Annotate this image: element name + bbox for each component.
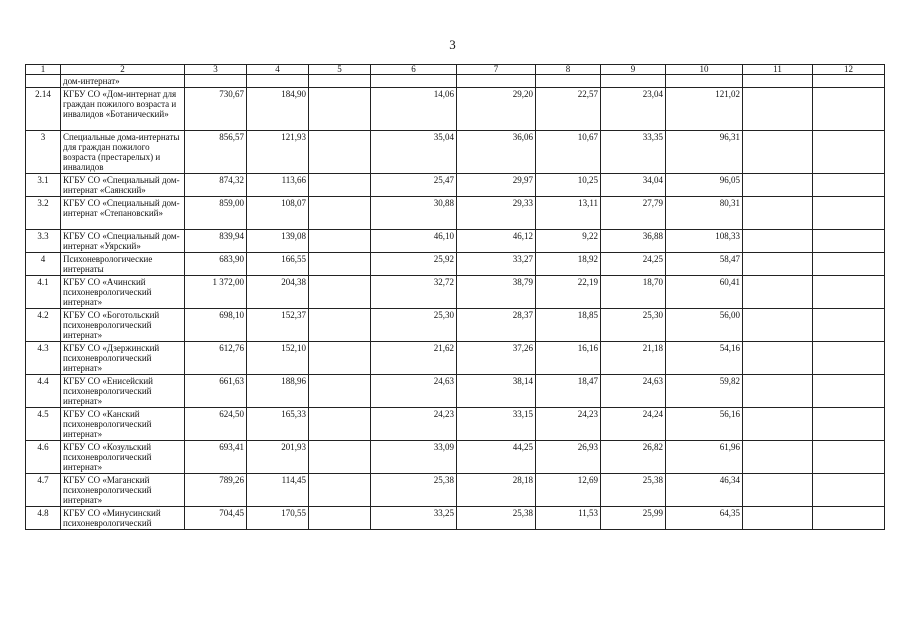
column-header: 7	[457, 65, 536, 75]
value-cell	[813, 441, 885, 474]
value-cell: 80,31	[666, 197, 743, 230]
value-cell	[813, 276, 885, 309]
value-cell	[743, 174, 813, 197]
table-row	[26, 88, 885, 131]
value-cell: 204,38	[247, 276, 309, 309]
value-cell: 25,92	[371, 253, 457, 276]
value-cell: 21,18	[601, 342, 666, 375]
table-row	[26, 507, 885, 530]
row-number-cell: 3.1	[26, 174, 61, 197]
value-cell: 25,38	[371, 474, 457, 507]
column-header: 10	[666, 65, 743, 75]
value-cell: 64,35	[666, 507, 743, 530]
value-cell: 25,99	[601, 507, 666, 530]
row-number-cell: 4.3	[26, 342, 61, 375]
value-cell	[666, 75, 743, 88]
value-cell: 35,04	[371, 131, 457, 174]
value-cell: 46,12	[457, 230, 536, 253]
value-cell: 22,57	[536, 88, 601, 131]
value-cell: 170,55	[247, 507, 309, 530]
value-cell: 37,26	[457, 342, 536, 375]
value-cell	[813, 230, 885, 253]
column-header: 6	[371, 65, 457, 75]
value-cell: 24,23	[371, 408, 457, 441]
table-row	[26, 474, 885, 507]
value-cell: 624,50	[185, 408, 247, 441]
value-cell	[743, 474, 813, 507]
value-cell: 18,47	[536, 375, 601, 408]
value-cell	[309, 507, 371, 530]
row-number-cell: 3	[26, 131, 61, 174]
value-cell	[743, 230, 813, 253]
value-cell: 18,92	[536, 253, 601, 276]
row-number-cell: 3.3	[26, 230, 61, 253]
value-cell: 188,96	[247, 375, 309, 408]
value-cell: 730,67	[185, 88, 247, 131]
value-cell	[309, 75, 371, 88]
value-cell	[813, 342, 885, 375]
value-cell	[247, 75, 309, 88]
column-header: 4	[247, 65, 309, 75]
value-cell	[743, 507, 813, 530]
table-row	[26, 408, 885, 441]
column-header: 2	[61, 65, 185, 75]
value-cell	[813, 253, 885, 276]
value-cell: 789,26	[185, 474, 247, 507]
value-cell: 108,33	[666, 230, 743, 253]
value-cell	[743, 131, 813, 174]
institution-name-cell: Психоневрологические интернаты	[61, 253, 185, 276]
value-cell: 23,04	[601, 88, 666, 131]
value-cell	[743, 342, 813, 375]
value-cell	[813, 131, 885, 174]
value-cell	[309, 309, 371, 342]
value-cell: 704,45	[185, 507, 247, 530]
value-cell: 24,24	[601, 408, 666, 441]
value-cell	[813, 507, 885, 530]
institution-name-cell: КГБУ СО «Канский психоневрологический интернат»	[61, 408, 185, 441]
value-cell: 21,62	[371, 342, 457, 375]
table-row	[26, 342, 885, 375]
value-cell: 33,35	[601, 131, 666, 174]
value-cell	[743, 408, 813, 441]
value-cell: 13,11	[536, 197, 601, 230]
value-cell: 152,37	[247, 309, 309, 342]
row-number-cell: 2.14	[26, 88, 61, 131]
value-cell: 61,96	[666, 441, 743, 474]
value-cell	[813, 174, 885, 197]
value-cell: 44,25	[457, 441, 536, 474]
institution-name-cell: КГБУ СО «Козульский психоневрологический интернат»	[61, 441, 185, 474]
row-number-cell: 3.2	[26, 197, 61, 230]
value-cell: 46,34	[666, 474, 743, 507]
table-row	[26, 441, 885, 474]
table-row	[26, 174, 885, 197]
value-cell: 36,88	[601, 230, 666, 253]
institution-name-cell: КГБУ СО «Специальный дом-интернат «Уярский»	[61, 230, 185, 253]
table-row	[26, 375, 885, 408]
table-row	[26, 75, 885, 88]
value-cell	[309, 88, 371, 131]
row-number-cell: 4.5	[26, 408, 61, 441]
row-number-cell: 4.6	[26, 441, 61, 474]
value-cell	[813, 309, 885, 342]
value-cell: 18,70	[601, 276, 666, 309]
value-cell	[743, 309, 813, 342]
value-cell: 29,20	[457, 88, 536, 131]
value-cell: 24,23	[536, 408, 601, 441]
value-cell: 25,47	[371, 174, 457, 197]
value-cell: 28,18	[457, 474, 536, 507]
value-cell: 33,15	[457, 408, 536, 441]
value-cell: 27,79	[601, 197, 666, 230]
value-cell: 108,07	[247, 197, 309, 230]
value-cell	[185, 75, 247, 88]
value-cell: 201,93	[247, 441, 309, 474]
column-header: 3	[185, 65, 247, 75]
value-cell: 693,41	[185, 441, 247, 474]
value-cell: 26,82	[601, 441, 666, 474]
value-cell	[743, 375, 813, 408]
value-cell: 16,16	[536, 342, 601, 375]
value-cell: 24,63	[601, 375, 666, 408]
value-cell	[743, 197, 813, 230]
value-cell	[813, 75, 885, 88]
value-cell	[813, 375, 885, 408]
value-cell	[309, 375, 371, 408]
value-cell: 9,22	[536, 230, 601, 253]
value-cell	[743, 441, 813, 474]
value-cell	[743, 88, 813, 131]
value-cell: 166,55	[247, 253, 309, 276]
value-cell: 839,94	[185, 230, 247, 253]
value-cell: 26,93	[536, 441, 601, 474]
value-cell: 60,41	[666, 276, 743, 309]
value-cell: 32,72	[371, 276, 457, 309]
value-cell: 10,25	[536, 174, 601, 197]
value-cell: 25,30	[601, 309, 666, 342]
column-header: 11	[743, 65, 813, 75]
value-cell	[309, 174, 371, 197]
value-cell: 29,33	[457, 197, 536, 230]
value-cell: 25,38	[601, 474, 666, 507]
value-cell: 56,00	[666, 309, 743, 342]
value-cell	[309, 342, 371, 375]
value-cell: 114,45	[247, 474, 309, 507]
value-cell: 12,69	[536, 474, 601, 507]
value-cell	[813, 408, 885, 441]
value-cell	[813, 474, 885, 507]
institution-name-cell: КГБУ СО «Маганский психоневрологический интернат»	[61, 474, 185, 507]
data-table	[25, 64, 885, 530]
value-cell	[309, 408, 371, 441]
page-number: 3	[449, 37, 456, 52]
value-cell: 96,31	[666, 131, 743, 174]
value-cell	[309, 230, 371, 253]
value-cell: 856,57	[185, 131, 247, 174]
value-cell: 165,33	[247, 408, 309, 441]
value-cell: 33,25	[371, 507, 457, 530]
value-cell	[309, 253, 371, 276]
value-cell: 698,10	[185, 309, 247, 342]
value-cell: 34,04	[601, 174, 666, 197]
value-cell: 612,76	[185, 342, 247, 375]
value-cell	[743, 276, 813, 309]
value-cell	[309, 197, 371, 230]
institution-name-cell: дом-интернат»	[61, 75, 185, 88]
value-cell: 58,47	[666, 253, 743, 276]
value-cell: 36,06	[457, 131, 536, 174]
value-cell	[743, 253, 813, 276]
value-cell	[536, 75, 601, 88]
value-cell	[743, 75, 813, 88]
value-cell: 33,27	[457, 253, 536, 276]
institution-name-cell: КГБУ СО «Боготольский психоневрологический интернат»	[61, 309, 185, 342]
institution-name-cell: КГБУ СО «Ачинский психоневрологический интернат»	[61, 276, 185, 309]
value-cell: 59,82	[666, 375, 743, 408]
value-cell: 11,53	[536, 507, 601, 530]
institution-name-cell: КГБУ СО «Дом-интернат для граждан пожилого возраста и инвалидов «Ботанический»	[61, 88, 185, 131]
row-number-cell: 4.4	[26, 375, 61, 408]
value-cell: 859,00	[185, 197, 247, 230]
row-number-cell: 4.8	[26, 507, 61, 530]
value-cell	[309, 276, 371, 309]
column-header: 8	[536, 65, 601, 75]
value-cell: 33,09	[371, 441, 457, 474]
column-header: 12	[813, 65, 885, 75]
value-cell	[371, 75, 457, 88]
row-number-cell: 4	[26, 253, 61, 276]
value-cell: 10,67	[536, 131, 601, 174]
value-cell: 683,90	[185, 253, 247, 276]
row-number-cell: 4.7	[26, 474, 61, 507]
table-row	[26, 309, 885, 342]
value-cell: 113,66	[247, 174, 309, 197]
column-header: 1	[26, 65, 61, 75]
value-cell	[309, 441, 371, 474]
value-cell: 18,85	[536, 309, 601, 342]
value-cell: 121,02	[666, 88, 743, 131]
value-cell: 14,06	[371, 88, 457, 131]
value-cell: 139,08	[247, 230, 309, 253]
value-cell: 25,30	[371, 309, 457, 342]
value-cell: 46,10	[371, 230, 457, 253]
institution-name-cell: КГБУ СО «Минусинский психоневрологический	[61, 507, 185, 530]
table-row	[26, 197, 885, 230]
value-cell: 96,05	[666, 174, 743, 197]
table-row	[26, 276, 885, 309]
institution-name-cell: КГБУ СО «Енисейский психоневрологический интернат»	[61, 375, 185, 408]
value-cell: 25,38	[457, 507, 536, 530]
table-row	[26, 131, 885, 174]
value-cell: 24,25	[601, 253, 666, 276]
value-cell: 152,10	[247, 342, 309, 375]
value-cell	[813, 197, 885, 230]
value-cell	[813, 88, 885, 131]
institution-name-cell: КГБУ СО «Дзержинский психоневрологический интернат»	[61, 342, 185, 375]
table-row	[26, 253, 885, 276]
value-cell: 22,19	[536, 276, 601, 309]
value-cell: 184,90	[247, 88, 309, 131]
value-cell: 38,14	[457, 375, 536, 408]
column-number-row	[26, 65, 885, 75]
value-cell: 38,79	[457, 276, 536, 309]
value-cell	[309, 474, 371, 507]
value-cell: 24,63	[371, 375, 457, 408]
value-cell: 30,88	[371, 197, 457, 230]
value-cell: 661,63	[185, 375, 247, 408]
value-cell	[457, 75, 536, 88]
table-row	[26, 230, 885, 253]
column-header: 9	[601, 65, 666, 75]
value-cell	[601, 75, 666, 88]
value-cell: 874,32	[185, 174, 247, 197]
value-cell: 1 372,00	[185, 276, 247, 309]
value-cell: 29,97	[457, 174, 536, 197]
value-cell: 54,16	[666, 342, 743, 375]
row-number-cell: 4.2	[26, 309, 61, 342]
row-number-cell	[26, 75, 61, 88]
value-cell: 56,16	[666, 408, 743, 441]
column-header: 5	[309, 65, 371, 75]
value-cell: 28,37	[457, 309, 536, 342]
institution-name-cell: КГБУ СО «Специальный дом-интернат «Степановский»	[61, 197, 185, 230]
value-cell	[309, 131, 371, 174]
row-number-cell: 4.1	[26, 276, 61, 309]
institution-name-cell: КГБУ СО «Специальный дом-интернат «Саянский»	[61, 174, 185, 197]
institution-name-cell: Специальные дома-интернаты для граждан пожилого возраста (престарелых) и инвалидов	[61, 131, 185, 174]
value-cell: 121,93	[247, 131, 309, 174]
